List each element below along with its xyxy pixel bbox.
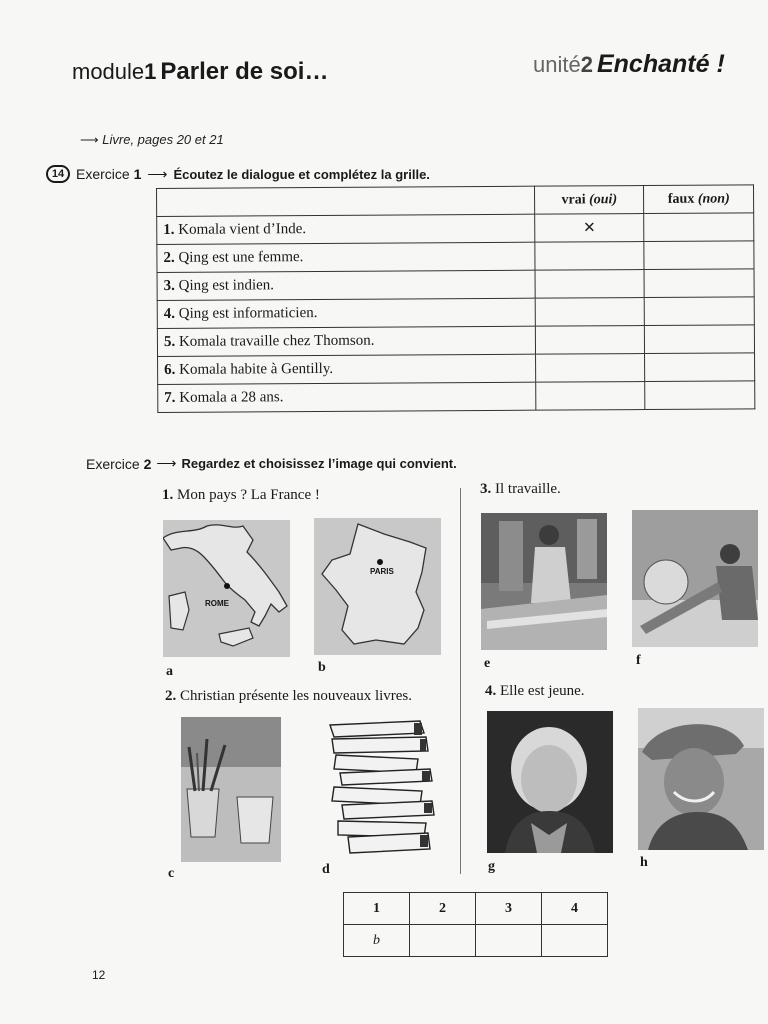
worker-photo [481, 513, 607, 650]
statement-text: Komala travaille chez Thomson. [178, 332, 375, 350]
statement-number: 5. [163, 333, 176, 350]
statement-text: Komala habite à Gentilly. [179, 360, 334, 378]
answer-grid-answer-row [344, 925, 608, 957]
statement-number: 2. [163, 249, 175, 266]
statement-number: 4. [163, 305, 176, 322]
statement-text: Komala vient d’Inde. [178, 221, 307, 238]
answer-grid-header-3: 3 [476, 893, 542, 925]
statement-number: 1. [163, 221, 175, 238]
map-label-paris: PARIS [370, 567, 394, 576]
item-1-caption: 1. Mon pays ? La France ! [162, 487, 320, 503]
statement-text: Komala a 28 ans. [179, 389, 284, 406]
statement-cell [157, 214, 535, 244]
item-2-caption: 2. Christian présente les nouveaux livres. [165, 688, 413, 704]
module-word: module [72, 59, 145, 84]
answer-cell-1[interactable]: b [344, 925, 410, 957]
statement-number: 6. [164, 361, 176, 378]
answer-grid-header-row [344, 893, 608, 925]
grid-row [157, 269, 754, 301]
answer-grid-header-4: 4 [542, 893, 608, 925]
unit-word: unité [533, 52, 581, 77]
france-map-image [314, 518, 441, 655]
grid-row [157, 297, 754, 329]
grid-header-empty [157, 186, 535, 216]
module-heading [72, 58, 328, 86]
arrow-icon: ⟶ [147, 165, 168, 182]
exercise1-heading [46, 165, 430, 183]
item-3-caption: 3. Il travaille. [480, 481, 561, 497]
exercise1-instruction: Écoutez le dialogue et complétez la grille. [173, 166, 430, 182]
answer-grid-header-1: 1 [344, 893, 410, 925]
answer-grid-header-2: 2 [410, 893, 476, 925]
image-letter-e: e [484, 656, 491, 671]
faux-cell[interactable] [644, 213, 754, 242]
grid-row [158, 381, 755, 413]
statement-cell [157, 326, 535, 356]
vrai-cell[interactable] [536, 382, 646, 411]
audio-track-number: 14 [51, 168, 65, 180]
statement-cell [157, 270, 535, 300]
statement-text: Qing est informaticien. [178, 305, 318, 322]
grid-header-row [157, 185, 754, 217]
image-letter-a: a [166, 664, 173, 679]
statement-text: Qing est indien. [178, 277, 275, 294]
grid-row [157, 213, 754, 245]
exercise1-grid [156, 184, 755, 413]
map-label-rome: ROME [205, 599, 229, 608]
image-letter-g: g [488, 859, 495, 874]
answer-cell-4[interactable] [542, 925, 608, 957]
exercise2-heading [86, 455, 457, 472]
grid-row [158, 353, 755, 385]
old-woman-photo [487, 711, 613, 853]
faux-cell[interactable] [645, 353, 755, 382]
statement-cell [158, 354, 536, 384]
arrow-icon: ⟶ [156, 455, 177, 471]
statement-cell [158, 382, 536, 412]
pencils-photo [181, 717, 281, 862]
statement-text: Qing est une femme. [178, 249, 304, 266]
module-title: Parler de soi… [160, 58, 329, 85]
image-letter-h: h [640, 855, 648, 870]
young-woman-photo [638, 708, 764, 850]
unit-heading [533, 50, 725, 79]
vrai-cell[interactable] [535, 242, 645, 271]
grid-row [157, 325, 754, 357]
book-reference [80, 132, 224, 148]
audio-track-icon [46, 165, 70, 183]
image-letter-b: b [318, 660, 326, 675]
statement-number: 7. [164, 389, 176, 406]
grid-row [157, 241, 754, 273]
statement-number: 3. [163, 277, 175, 294]
unit-number: 2 [580, 52, 593, 77]
books-image [326, 719, 436, 855]
faux-cell[interactable] [645, 381, 755, 410]
column-vrai: vrai (oui) [534, 186, 644, 215]
vrai-cell[interactable]: ✕ [535, 214, 645, 243]
exercise2-label: Exercice 2 [86, 455, 152, 472]
vrai-cell[interactable] [535, 326, 645, 355]
faux-cell[interactable] [645, 325, 755, 354]
arrow-icon: ⟶ [80, 132, 99, 147]
exercise2-instruction: Regardez et choisissez l’image qui convient. [181, 456, 457, 471]
column-divider [460, 488, 461, 874]
vrai-cell[interactable] [535, 298, 645, 327]
book-reference-text: Livre, pages 20 et 21 [102, 132, 224, 147]
statement-cell [157, 242, 535, 272]
volleyball-photo [632, 510, 758, 647]
vrai-cell[interactable] [535, 354, 645, 383]
page-number: 12 [92, 968, 106, 982]
vrai-cell[interactable] [535, 270, 645, 299]
faux-cell[interactable] [644, 241, 754, 270]
exercise1-label: Exercice 1 [76, 166, 142, 182]
unit-title: Enchanté ! [596, 50, 725, 78]
image-letter-d: d [322, 862, 330, 877]
answer-cell-2[interactable] [410, 925, 476, 957]
answer-cell-3[interactable] [476, 925, 542, 957]
image-letter-f: f [636, 653, 641, 668]
image-letter-c: c [168, 866, 175, 881]
statement-cell [157, 298, 535, 328]
item-4-caption: 4. Elle est jeune. [485, 683, 585, 699]
exercise2-answer-grid [343, 892, 608, 957]
faux-cell[interactable] [644, 269, 754, 298]
column-faux: faux (non) [644, 185, 754, 214]
italy-map-image [163, 520, 290, 657]
faux-cell[interactable] [645, 297, 755, 326]
module-number: 1 [144, 59, 157, 84]
